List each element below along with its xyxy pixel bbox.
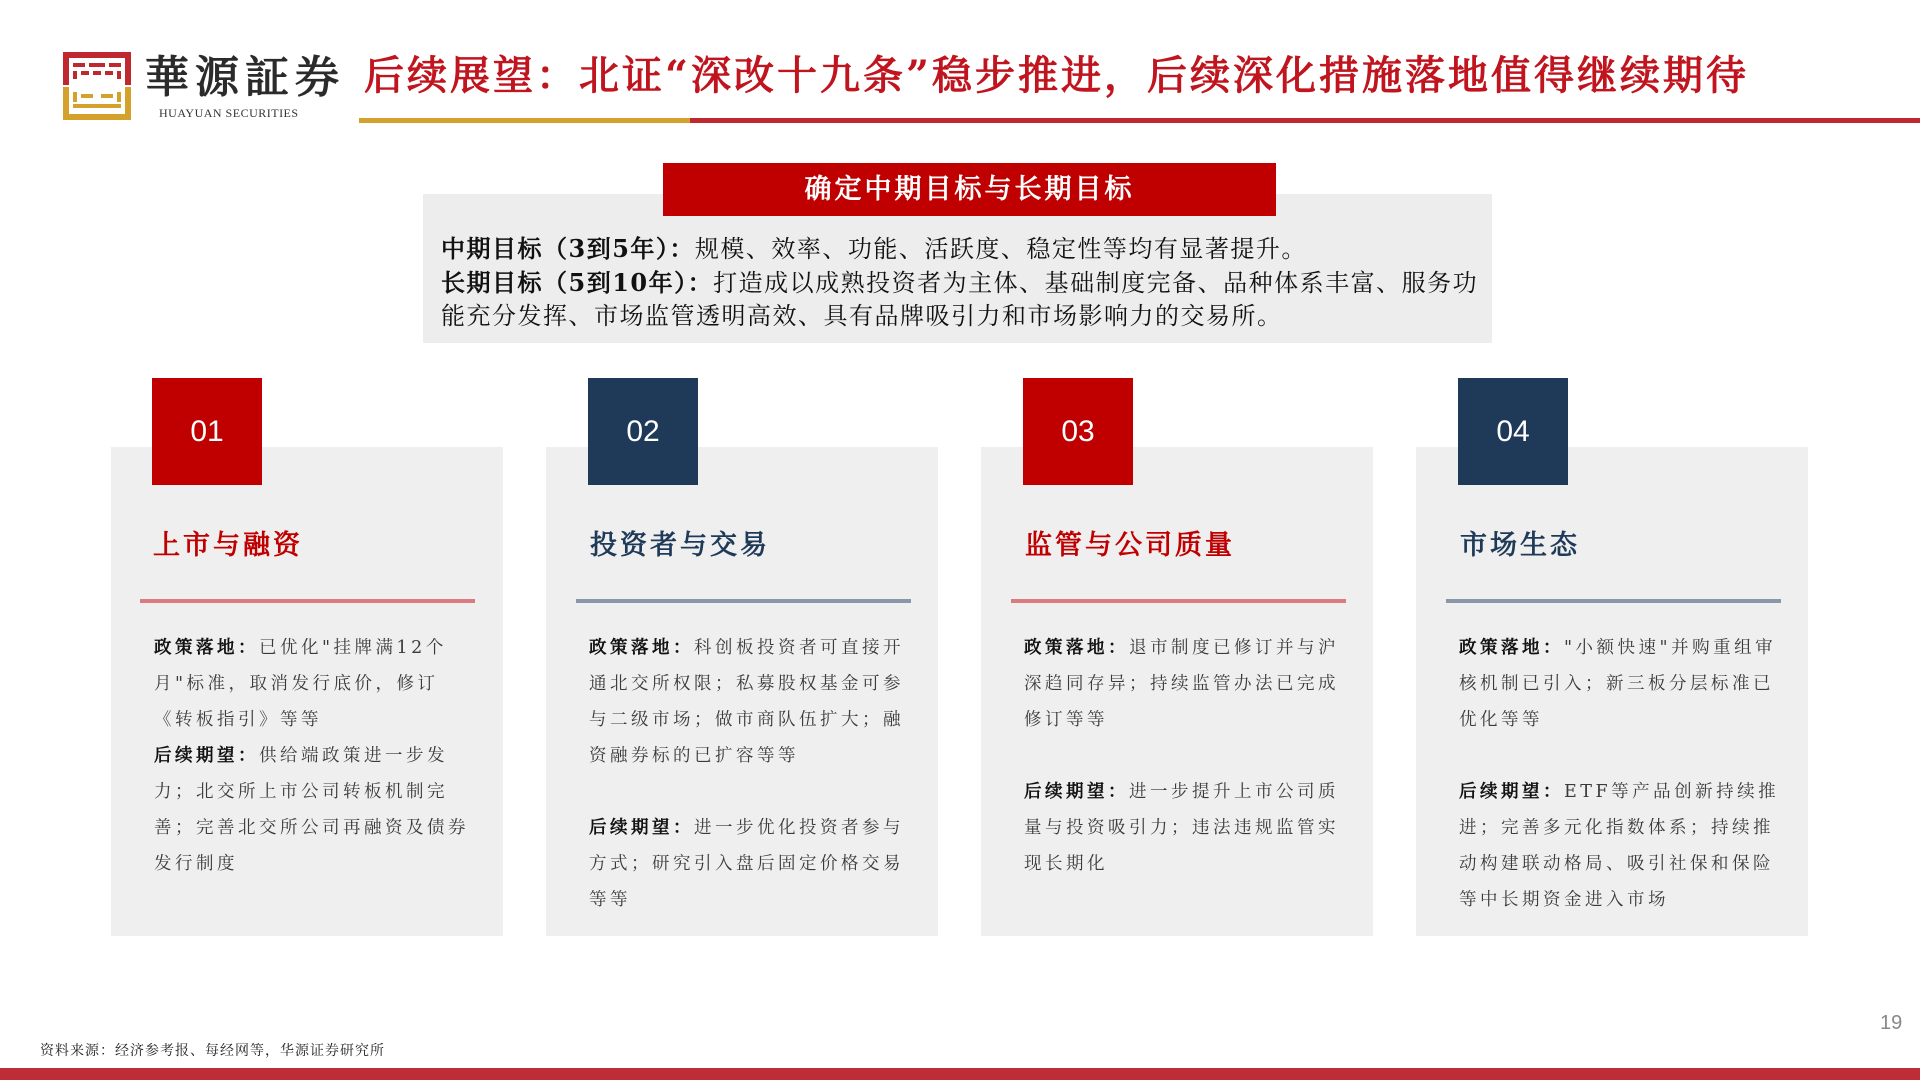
long-term-label: 长期目标（5到10年）：	[441, 268, 714, 297]
policy-text: "小额快速"并购重组审核机制已引入；新三板分层标准已优化等等	[1459, 638, 1777, 730]
policy-label: 政策落地：	[1024, 638, 1129, 658]
card-body	[589, 630, 914, 918]
policy-text: 科创板投资者可直接开通北交所权限；私募股权基金可参与二级市场；做市商队伍扩大；融资融券标的已扩容等等	[589, 638, 904, 766]
page-number: 19	[1880, 1012, 1903, 1034]
policy-text: 退市制度已修订并与沪深趋同存异；持续监管办法已完成修订等等	[1024, 638, 1339, 730]
long-term-text: 打造成以成熟投资者为主体、基础制度完备、品种体系丰富、服务功能充分发挥、市场监管透明高效、具有品牌吸引力和市场影响力的交易所。	[441, 269, 1479, 330]
header-rule-gold	[359, 118, 690, 123]
goals-banner: 确定中期目标与长期目标	[663, 163, 1276, 216]
long-term-goal	[441, 266, 1481, 333]
outlook-label: 后续期望：	[154, 746, 259, 766]
card-number-badge: 04	[1458, 378, 1568, 485]
footer-bar	[0, 1068, 1920, 1080]
card-title: 上市与融资	[153, 530, 303, 561]
mid-term-text: 规模、效率、功能、活跃度、稳定性等均有显著提升。	[694, 235, 1307, 263]
card-body	[154, 630, 479, 882]
mid-term-label: 中期目标（3到5年）：	[441, 234, 695, 263]
card-title: 市场生态	[1460, 530, 1580, 561]
card-divider	[1446, 599, 1781, 603]
card-divider	[140, 599, 475, 603]
card-title: 监管与公司质量	[1025, 530, 1235, 561]
card-title: 投资者与交易	[590, 530, 770, 561]
card-number-badge: 02	[588, 378, 698, 485]
header-rule-red	[690, 118, 1920, 123]
card-divider	[1011, 599, 1346, 603]
goals-text	[441, 232, 1481, 333]
outlook-text: 进一步提升上市公司质量与投资吸引力；违法违规监管实现长期化	[1024, 782, 1339, 874]
company-logo	[61, 50, 345, 122]
policy-label: 政策落地：	[1459, 638, 1564, 658]
policy-label: 政策落地：	[589, 638, 694, 658]
policy-label: 政策落地：	[154, 638, 259, 658]
page-title: 后续展望：北证“深改十九条”稳步推进，后续深化措施落地值得继续期待	[364, 52, 1750, 99]
card-number-badge: 03	[1023, 378, 1133, 485]
outlook-label: 后续期望：	[589, 818, 694, 838]
outlook-text: ETF等产品创新持续推进；完善多元化指数体系；持续推动构建联动格局、吸引社保和保险等中长期资金进入市场	[1459, 782, 1780, 910]
card-body	[1024, 630, 1349, 882]
mid-term-goal	[441, 232, 1481, 266]
logo-english-name: HUAYUAN SECURITIES	[159, 106, 299, 120]
card-number-badge: 01	[152, 378, 262, 485]
outlook-text: 供给端政策进一步发力；北交所上市公司转板机制完善；完善北交所公司再融资及债券发行制度	[154, 746, 469, 874]
logo-mark-icon	[61, 50, 133, 122]
outlook-label: 后续期望：	[1024, 782, 1129, 802]
card-divider	[576, 599, 911, 603]
outlook-text: 进一步优化投资者参与方式；研究引入盘后固定价格交易等等	[589, 818, 904, 910]
source-note: 资料来源：经济参考报、每经网等，华源证券研究所	[40, 1043, 385, 1059]
policy-text: 已优化"挂牌满12个月"标准，取消发行底价，修订《转板指引》等等	[154, 638, 447, 730]
logo-chinese-name: 華源証券	[145, 52, 345, 103]
outlook-label: 后续期望：	[1459, 782, 1564, 802]
card-body	[1459, 630, 1784, 918]
